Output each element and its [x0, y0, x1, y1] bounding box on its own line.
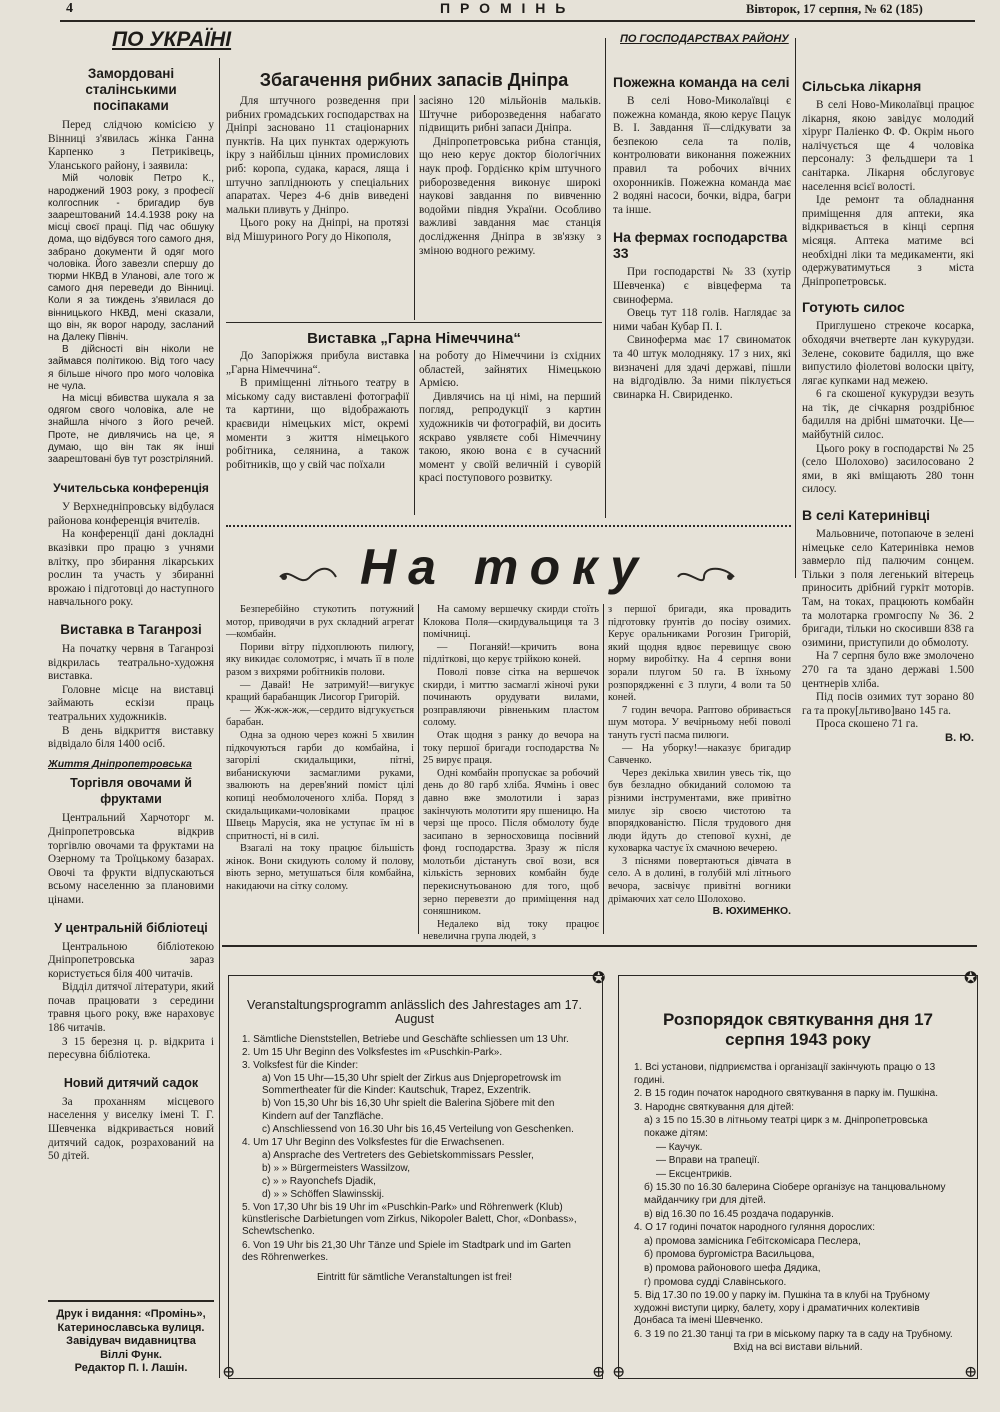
program-item: 3. Народнє святкування для дітей:: [634, 1101, 795, 1113]
article-text: на роботу до Німеччини із східних областей, зайнятих Німецькою Армією.: [419, 350, 601, 390]
program-item: 5. Von 17,30 Uhr bis 19 Uhr im «Puschkin-Park» und Röhrenwerk (Klub) künstlerische Darbietungen vom Zirkus, Nikopoler Balett, Chor, «Donbass», Schewtschenko.: [242, 1202, 577, 1238]
article-text: Одні комбайн пропускає за робочий день до 80 гарб хліба. Ячмінь і овес давно вже змолотили і зараз закінчують молотити яру пшеницю. На черзі ще просо. Після обмолоту буде засипано в зерносховища посівний фонд господарства. Зразу ж після молотьби дістануть свої вози, вся кількість зернових комбайн буде перекиснутьованою для того, щоб зерно перевезти до приміщення над соняшником.: [423, 767, 599, 918]
article-text: засіяно 120 мільйонів мальків. Штучне риборозведення набагато підвищить рибні запаси Дніпра.: [419, 95, 601, 135]
article-text: З 15 березня ц. р. відкрита і пересувна бібліотека.: [48, 1035, 214, 1062]
natoku-col1: [226, 604, 414, 894]
program-item: Вхід на всі вистави вільний.: [733, 1342, 863, 1354]
program-ukrainian: [634, 1010, 962, 1356]
article-title: На фермах господарства 33: [613, 229, 788, 262]
exhibit-right: [419, 350, 601, 486]
natoku-title: На току: [360, 539, 650, 595]
program-item: — Вправи на трапеції.: [656, 1155, 760, 1167]
exhibit-left: [226, 350, 409, 472]
program-item: в) від 16.30 по 16.45 роздача подарунків.: [644, 1208, 834, 1220]
header-rule: [60, 20, 975, 22]
dnipro-right: [419, 95, 601, 258]
rune-emblem-icon: ⊕: [964, 1364, 978, 1381]
article-text: Під посів озимих тут зорано 80 га та проку[льтиво]вано 145 га.: [802, 691, 974, 717]
program-item: c) » » Rayonchefs Djadik,: [262, 1176, 376, 1188]
author-signature: В. ЮХИМЕНКО.: [712, 906, 791, 918]
article-text: В день відкриття виставку відвідало біля 1400 осіб.: [48, 724, 214, 751]
column-rule: [795, 38, 796, 578]
article-title: Новий дитячий садок: [63, 1075, 199, 1090]
program-item: 1. Всі установи, підприємства і організації закінчують працю о 13 годині.: [634, 1062, 936, 1086]
article-title: Замордовані сталінськими посіпаками: [85, 66, 177, 113]
page-number: 4: [66, 1, 73, 16]
program-item: d) » » Schöffen Slawinsskij.: [262, 1189, 385, 1201]
program-item: — Ексцентриків.: [656, 1168, 733, 1180]
program-item: b) Von 15,30 Uhr bis 16,30 Uhr spielt die Balerina Sjöbere mit den Kindern auf der Tanzfläche.: [262, 1098, 555, 1122]
article-text: — Жж-жж-жж,—сердито відгукується барабан.: [226, 704, 414, 729]
masthead: П Р О М І Н Ь: [440, 0, 569, 16]
program-german: [242, 998, 587, 1284]
program-item: а) промова замісника Гебітскомісара Песлера,: [644, 1235, 861, 1247]
program-item: 1. Sämtliche Dienststellen, Betriebe und Geschäfte schliessen um 13 Uhr.: [242, 1034, 569, 1045]
program-item: 6. З 19 по 21.30 танці та гри в міському парку та в саду на Трубному.: [634, 1328, 953, 1340]
article-title: Торгівля овочами й фруктами: [70, 776, 192, 807]
program-item: г) промова судді Славінського.: [644, 1276, 787, 1288]
rubric-dnipropetrovsk: Життя Дніпропетровська: [48, 757, 192, 770]
article-text: Мій чоловік Петро К., народжений 1903 року, з професії колгоспник - бригадир був заарештований 14.4.1938 року на місці своєї праці. Під час обшуку дома, що відбувся того самого дня, забрано документи й одяг мого чоловіка. Його завезли спершу до тюрми НКВД в Уланові, але того ж самого дня переведи до Вінниці. Коли я за тиждень з'явилася до вінницького НКВД, мені сказали, що він, як ворог народу, засланий на Далеку Північ.: [48, 173, 214, 344]
article-text: — На уборку!—наказує бригадир Савченко.: [608, 742, 791, 767]
article-text: Відділ дитячої літератури, який почав працювати з середини травня цього року, вже нараховує 186 читачів.: [48, 981, 214, 1035]
ornament-scroll-icon: [278, 566, 338, 591]
column-rule: [414, 350, 415, 515]
star-emblem-icon: ✪: [964, 970, 978, 987]
article-text: На 7 серпня було вже змолочено 270 га та здано державі 1.500 центнерів хліба.: [802, 650, 974, 690]
imprint-rule: [48, 1300, 214, 1302]
program-item: а) з 15 по 15.30 в літньому театрі цирк з м. Дніпропетровська покаже дітям:: [644, 1115, 928, 1139]
article-title: Збагачення рибних запасів Дніпра: [259, 70, 569, 90]
article-text: Отак щодня з ранку до вечора на току першої бригади господарства № 25 вирує праця.: [423, 729, 599, 767]
article-title: Сільська лікарня: [802, 78, 922, 94]
article-text: Через декілька хвилин увесь тік, що був безладно обкиданий соломою та різними інструментами, вже привітно милує зір своєю чистотою та впорядкованістю. Після трудового дня люди йдуть до степової кухні, де куховарка частує їх смачною вечерею.: [608, 767, 791, 855]
imprint-line: Редактор П. І. Лашін.: [74, 1362, 188, 1374]
article-title: Учительська конференція: [53, 481, 209, 496]
star-emblem-icon: ✪: [592, 970, 606, 987]
district-col-a: [613, 70, 791, 402]
section-rule: [222, 945, 977, 947]
district-col-b: [802, 74, 974, 746]
author-signature: В. Ю.: [945, 731, 974, 744]
article-text: Мальовниче, потопаюче в зелені німецьке село Катеринівка немов завмерло під палючим сонцем. Тільки з поля легенький вітерець приносить дрібний гуркіт моторів. Там, на токах, працюють комбайн та молотарка громгоспу № 36. 2 бригади, тільки но скосивши 838 га озимини, приступили до обмолоту.: [802, 528, 974, 649]
program-item: 3. Volksfest für die Kinder:: [242, 1060, 359, 1072]
program-item: 2. Um 15 Uhr Beginn des Volksfestes im «Puschkin-Park».: [242, 1047, 503, 1059]
program-item: — Каучук.: [656, 1141, 703, 1153]
article-text: Центральний Харчоторг м. Дніпропетровська відкрив торгівлю овочами та фруктами на Озерному та Троїцькому базарах. Овочі та фрукти відпускаються всьому населенню за плановими цінами.: [48, 812, 214, 906]
article-title: У центральній бібліотеці: [54, 920, 208, 935]
issue-info: Вівторок, 17 серпня, № 62 (185): [746, 2, 923, 16]
article-text: В дійсності він ніколи не займався політикою. Від того часу я більше нічого про мого чоловіка не чула.: [48, 344, 214, 392]
article-text: Дніпропетровська рибна станція, що нею керує доктор біологічних наук проф. Гордієнко крім штучного риборозведення виконує широкі наукові завдання по вивченню водойми півдня України. Особливо важливі завдання має станція дослідження Дніпра в зв'язку з зміною водного режиму.: [419, 135, 601, 257]
article-text: Для штучного розведення при рибних громадських господарствах на Дніпрі засновано 11 стаціонарних пунктів. На цих пунктах одержують ікру з найбільш цінних промислових риб: коропа, судака, карася, ляща і штучно запліднюють у спеціальних апаратах. Через 4-6 днів виведені мальки пливуть у Дніпро.: [226, 95, 409, 216]
article-text: До Запоріжжя прибула виставка „Гарна Німеччина“.: [226, 350, 409, 376]
article-text: Дивлячись на ці німі, на перший погляд, репродукції з картин художників чи фотографій, ви досить яскраво уявляєте собі Німеччину такою, якою вона є в сучасний момент у своїй величній і суворій красі поступового розвитку.: [419, 390, 601, 485]
program-item: a) Ansprache des Vertreters des Gebietskommissars Pessler,: [262, 1149, 534, 1161]
article-title: Виставка „Гарна Німеччина“: [307, 330, 521, 347]
column-rule: [603, 604, 604, 934]
column-rule: [219, 58, 220, 1378]
article-text: Пориви вітру підхоплюють пилюгу, яку викидає соломотряс, і мчать її в поле разом з вихрями робітників полови.: [226, 641, 414, 678]
article-text: Центральною бібліотекою Дніпропетровська зараз користується біля 400 читачів.: [48, 940, 214, 980]
article-text: Іде ремонт та обладнання приміщення для аптеки, яка відкривається в кінці серпня місяця. Аптека матиме всі необхідні ліки та медикаменти, які одержуватимуться з міста Дніпропетровськ.: [802, 194, 974, 288]
imprint: [48, 1308, 214, 1376]
ornament-scroll-icon: [676, 566, 736, 591]
article-text: Цього року на Дніпрі, на протязі від Мішуриного Рогу до Нікополя,: [226, 217, 409, 243]
article-text: При господарстві № 33 (хутір Шевченка) є вівцеферма та свиноферма.: [613, 266, 791, 306]
program-item: б) промова бургомістра Васильцова,: [644, 1249, 815, 1261]
article-title: Виставка в Таганрозі: [60, 622, 202, 637]
program-item: 4. О 17 годині початок народного гуляння дорослих:: [634, 1222, 876, 1234]
program-item: 4. Um 17 Uhr Beginn des Volksfestes für die Erwachsenen.: [242, 1136, 505, 1148]
article-text: Приглушено стрекоче косарка, обходячи вчетверте лан кукурудзи. Зелене, соковите бадилля, що вже випустило фіолетові волоски цвіту, лягає купками над межею.: [802, 320, 974, 387]
article-text: Проса скошено 71 га.: [816, 718, 919, 731]
rune-emblem-icon: ⊕: [612, 1364, 626, 1381]
article-text: За проханням місцевого населення у виселку імені Т. Г. Шевченка відкривається новий дитячий садок, розрахований на 50 дітей.: [48, 1095, 214, 1163]
program-item: c) Anschliessend von 16.30 Uhr bis 16,45 Verteilung von Geschenken.: [262, 1123, 574, 1135]
column-rule: [414, 95, 415, 320]
program-list: [242, 1034, 587, 1264]
header: [0, 0, 1000, 22]
imprint-line: Друк і видання: «Промінь»,: [56, 1308, 206, 1320]
article-text: В селі Ново-Миколаївці працює лікарня, якою завідує молодий хірург Паліенко Ф. Ф. Окрім нього налічується ще 4 чоловіка персоналу: 3 фельдшери та 1 санітарка. Лікарня обслуговує населення всієї волості.: [802, 99, 974, 193]
article-title: Пожежна команда на селі: [613, 74, 790, 90]
section-district: ПО ГОСПОДАРСТВАХ РАЙОНУ: [620, 33, 789, 45]
dotted-rule: [226, 525, 791, 527]
article-text: з першої бригади, яка провадить підготовку ґрунтів до посіву озимих. Керує оральниками Рогозин Григорій, який щодня вдвоє перевищує свою норму виробітку. На 4 серпня вони зорали плугом 50 га. В їхньому розпорядженні є 3 плуги, 4 воли та 50 коней.: [608, 604, 791, 704]
article-text: На конференції дані докладні вказівки про працю з учнями влітку, про збирання лікарських рослин та участь у збиранні врожаю і підготовці до наступного навчального року.: [48, 528, 214, 609]
article-text: Головне місце на виставці займають ескізи праць театральних художників.: [48, 683, 214, 723]
article-text: 7 годин вечора. Раптово обривається шум мотора. У вечірньому небі поволі тануть густі пасма пилюги.: [608, 704, 791, 741]
imprint-line: Віллі Функ.: [100, 1348, 162, 1361]
article-text: Свиноферма має 17 свиноматок та 40 штук молодняку. 17 з них, які визначені для здачі державі, пішли на відгодівлю. За ними піклується свинарка Н. Свириденко.: [613, 334, 791, 401]
article-text: В селі Ново-Миколаївці є пожежна команда, якою керує Пацук В. І. Завдання її—слідкувати за безпекою села та полів, контролювати виконання пожежних правил та робочих вічних охоронників. Пожежна команда має 2 водяні насоси, бочки, відра, багри та інше.: [613, 95, 791, 216]
article-title: В селі Катеринівці: [802, 507, 930, 524]
program-item: 2. В 15 годин початок народного святкування в парку ім. Пушкіна.: [634, 1088, 939, 1100]
article-text: Недалеко від току працює невелична група людей, з: [423, 918, 599, 943]
program-item: б) 15.30 по 16.30 балерина Сіобере організує на танцювальному майданчику гри для дітей.: [644, 1182, 946, 1206]
article-text: Перед слідчою комісією у Вінниці з'явилась жінка Ганна Карпенко з Петриківець, Уланського району, і заявила:: [48, 119, 214, 172]
article-rule: [226, 322, 602, 323]
article-text: На самому вершечку скирди стоїть Клокова Поля—скирдувальщиця та 3 помічниці.: [423, 604, 599, 641]
program-title: Розпорядок святкування дня 17 серпня 1943 року: [662, 1010, 934, 1049]
article-text: Поволі повзе сітка на вершечок скирди, і миттю засмаглі жіночі руки починають орудувати вилами, розправляючи рівненьким пластом солому.: [423, 666, 599, 729]
article-text: З піснями повертаються дівчата в село. А в долині, в голубій млі літнього вечора, засвічує привітні вогники дрімаючих хат село Шолохово.: [608, 855, 791, 905]
imprint-line: Катеринославська вулиця.: [57, 1321, 205, 1334]
article-text: Взагалі на току працює більшість жінок. Вони скидують солому й полову, віють зерно, метушаться біля комбайна, накидаючи на сітку солому.: [226, 843, 414, 893]
article-text: Овець тут 118 голів. Наглядає за ними чабан Кубар П. І.: [613, 307, 791, 333]
program-item: 5. Від 17.30 по 19.00 у парку ім. Пушкіна та в клубі на Трубному художні виступи цирку, балету, хору і драматичних колективів Донбаса та імені Шевченко.: [634, 1290, 930, 1327]
program-item: a) Von 15 Uhr—15,30 Uhr spielt der Zirkus aus Dnjepropetrowsk im Sommertheater für die Kinder: Kautschuk, Trapez, Exzentrik.: [262, 1073, 562, 1097]
program-title: Veranstaltungsprogramm anlässlich des Jahrestages am 17. August: [247, 998, 582, 1026]
program-item: 6. Von 19 Uhr bis 21,30 Uhr Tänze und Spiele im Stadtpark und im Garten des Röhrenwerkes.: [242, 1239, 571, 1263]
article-title: Готують силос: [802, 299, 905, 316]
program-item: в) промова районового шефа Дядика,: [644, 1262, 821, 1274]
column-rule: [418, 604, 419, 934]
article-text: На місці вбивства шукала я за одягом свого чоловіка, але не знайшла нічого з його речей. Проте, не дивлячись на це, я думаю, що він так як інші заарештовані був тут розстріляний.: [48, 393, 214, 466]
program-item: b) » » Bürgermeisters Wassilzow,: [262, 1162, 411, 1174]
article-text: В приміщенні літнього театру в міському саду виставлені фотографії та картини, що відображають краєвиди німецьких міст, окремі моменти з життя німецького робітника, селянина, а також робітників, що у свій час поїхали: [226, 377, 409, 471]
article-text: На початку червня в Таганрозі відкрилась театрально-художня виставка.: [48, 643, 214, 683]
imprint-line: Завідувач видавництва: [66, 1335, 196, 1347]
article-text: — Поганяй!—кричить вона підліткові, що керує трійкою коней.: [423, 641, 599, 666]
natoku-col3: [608, 604, 791, 919]
column-left: [48, 62, 214, 1164]
article-text: — Давай! Не затримуй!—вигукує кращий барабанщик Лисогор Григорій.: [226, 679, 414, 704]
rune-emblem-icon: ⊕: [592, 1364, 606, 1381]
article-text: Одна за одною через кожні 5 хвилин підкочуються гарби до комбайна, і загорілі скидальщики, пітні, вибанискуючи засмаглими руками, звалюють на дерев'яний поміст цілі копиці необмолоченого хліба. Поряд з скидальщиками-чоловіками працює Швець Марусія, яка не уступає їм ні в спритності, ні в силі.: [226, 729, 414, 842]
article-text: У Верхнедніпровську відбулася районова конференція вчителів.: [48, 501, 214, 527]
natoku-col2: [423, 604, 599, 944]
dnipro-left: [226, 95, 409, 245]
program-footer: Eintritt für sämtliche Veranstaltungen ist frei!: [316, 1271, 513, 1283]
article-text: Безперебійно стукотить потужний мотор, приводячи в рух складний агрегат—комбайн.: [226, 604, 414, 641]
article-text: Цього року в господарстві № 25 (село Шолохово) засилосовано 2 ями, в які вміщають 280 тонн силосу.: [802, 442, 974, 496]
section-ukraine: ПО УКРАЇНІ: [112, 28, 232, 51]
rune-emblem-icon: ⊕: [222, 1364, 236, 1381]
program-list: [634, 1062, 962, 1355]
article-small-text: [48, 173, 214, 466]
column-rule: [605, 38, 606, 518]
article-text: 6 га скошеної кукурудзи везуть на тік, де січкарня роздрібнює бадилля на дрібні шматочки. Це—майбутній силос.: [802, 388, 974, 442]
